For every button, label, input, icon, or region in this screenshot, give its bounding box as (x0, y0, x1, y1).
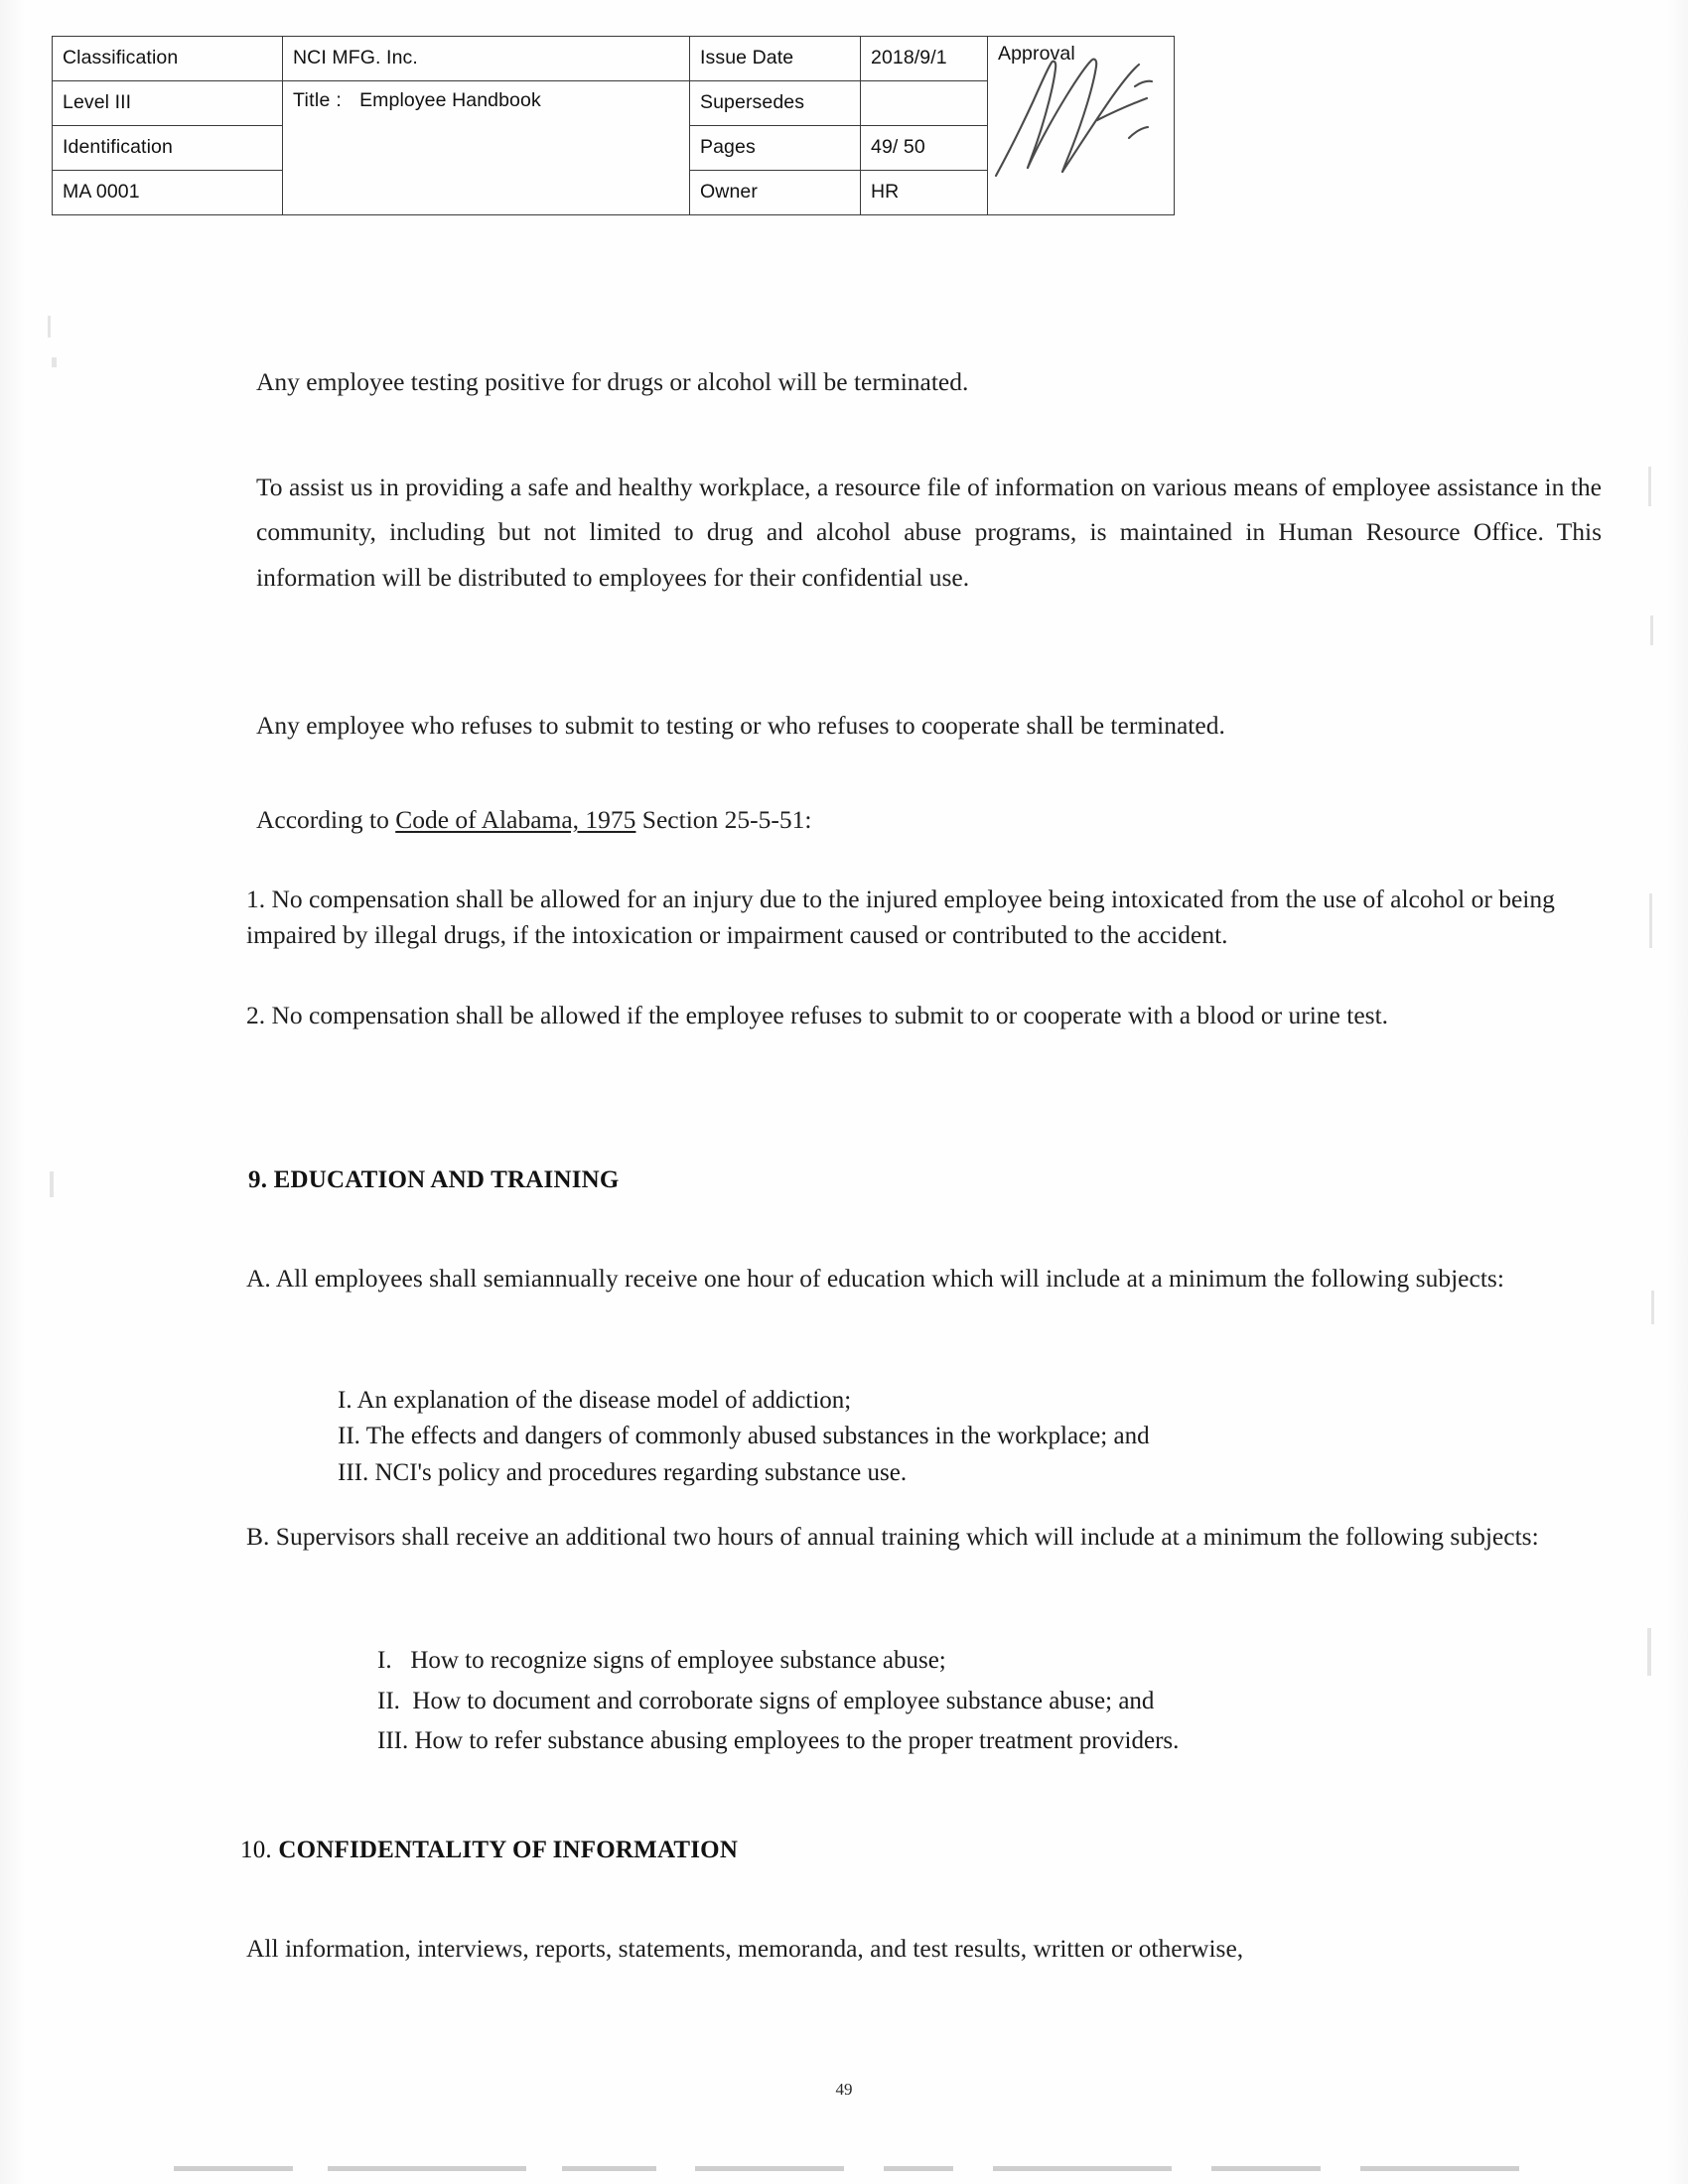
classification-level: Level III (53, 81, 283, 126)
section-number-text: Section 25-5-51: (635, 805, 812, 834)
title-label: Title : (293, 89, 343, 111)
supersedes-value (861, 81, 988, 126)
document-header-table (52, 36, 1175, 215)
issue-date-value: 2018/9/1 (861, 37, 988, 81)
document-title-cell (283, 81, 690, 215)
education-subject-list (338, 1383, 1579, 1491)
paragraph-item-2: 2. No compensation shall be allowed if the employee refuses to submit to or cooperate with a blood or urine test. (246, 1001, 1389, 1029)
approval-cell (988, 37, 1175, 215)
code-of-alabama-citation: Code of Alabama, 1975 (395, 805, 636, 834)
company-name: NCI MFG. Inc. (283, 37, 690, 81)
list-item: III. NCI's policy and procedures regarding substance use. (338, 1458, 908, 1486)
paragraph-testing-positive: Any employee testing positive for drugs or alcohol will be terminated. (256, 367, 969, 396)
pages-field: Pages (690, 126, 861, 171)
paragraph-supervisors-b: B. Supervisors shall receive an additional two hours of annual training which will include at a minimum the following subjects: (246, 1522, 1539, 1551)
section-10-number: 10. (240, 1837, 279, 1863)
according-to-text: According to (256, 805, 396, 834)
scan-artifact (48, 316, 51, 338)
section-9-heading: 9. EDUCATION AND TRAINING (248, 1166, 620, 1193)
list-item: I. How to recognize signs of employee substance abuse; (377, 1647, 946, 1674)
paragraph-education-a: A. All employees shall semiannually receive one hour of education which will include at a minimum the following subjects: (246, 1264, 1504, 1293)
list-item: II. How to document and corroborate signs of employee substance abuse; and (377, 1687, 1155, 1714)
page-number: 49 (835, 2080, 853, 2099)
scan-bottom-artifact (0, 2162, 1688, 2178)
paragraph-item-1: 1. No compensation shall be allowed for an injury due to the injured employee being intoxicated from the use of alcohol or being impaired by illegal drugs, if the intoxication or impairment caused or contributed to the accident. (246, 885, 1555, 950)
scan-artifact (1649, 893, 1652, 948)
scan-artifact (50, 1171, 54, 1197)
supervisor-training-list (377, 1641, 1618, 1762)
title-value: Employee Handbook (359, 89, 541, 111)
table-row (53, 37, 1175, 81)
approval-label: Approval (998, 43, 1075, 65)
issue-date-field: Issue Date (690, 37, 861, 81)
classification-label: Classification (53, 37, 283, 81)
scan-artifact (1648, 467, 1651, 506)
section-10-heading (240, 1837, 738, 1864)
paragraph-code-of-alabama (256, 797, 1448, 842)
paragraph-refuses-to-submit: Any employee who refuses to submit to testing or who refuses to cooperate shall be terminated. (256, 711, 1225, 740)
list-item: II. The effects and dangers of commonly abused substances in the workplace; and (338, 1423, 1150, 1450)
paragraph-confidentiality: All information, interviews, reports, statements, memoranda, and test results, written or otherwise, (246, 1934, 1244, 1963)
scan-artifact (1647, 1628, 1651, 1676)
list-item: III. How to refer substance abusing employees to the proper treatment providers. (377, 1727, 1180, 1754)
owner-field: Owner (690, 171, 861, 215)
pages-value: 49/ 50 (861, 126, 988, 171)
scan-artifact (1651, 1291, 1654, 1324)
scan-artifact (1650, 615, 1653, 645)
identification-value: MA 0001 (53, 171, 283, 215)
paragraph-resource-file: To assist us in providing a safe and healthy workplace, a resource file of information on various means of employee assistance in the community, including but not limited to drug and alcohol abuse programs, is maintained in Human Resource Office. This information will be distributed to employees for their confidential use. (256, 473, 1602, 592)
section-10-title: CONFIDENTALITY OF INFORMATION (278, 1837, 739, 1863)
supersedes-field: Supersedes (690, 81, 861, 126)
list-item: I. An explanation of the disease model of addiction; (338, 1387, 852, 1414)
owner-value: HR (861, 171, 988, 215)
identification-label: Identification (53, 126, 283, 171)
scan-artifact (52, 357, 57, 367)
